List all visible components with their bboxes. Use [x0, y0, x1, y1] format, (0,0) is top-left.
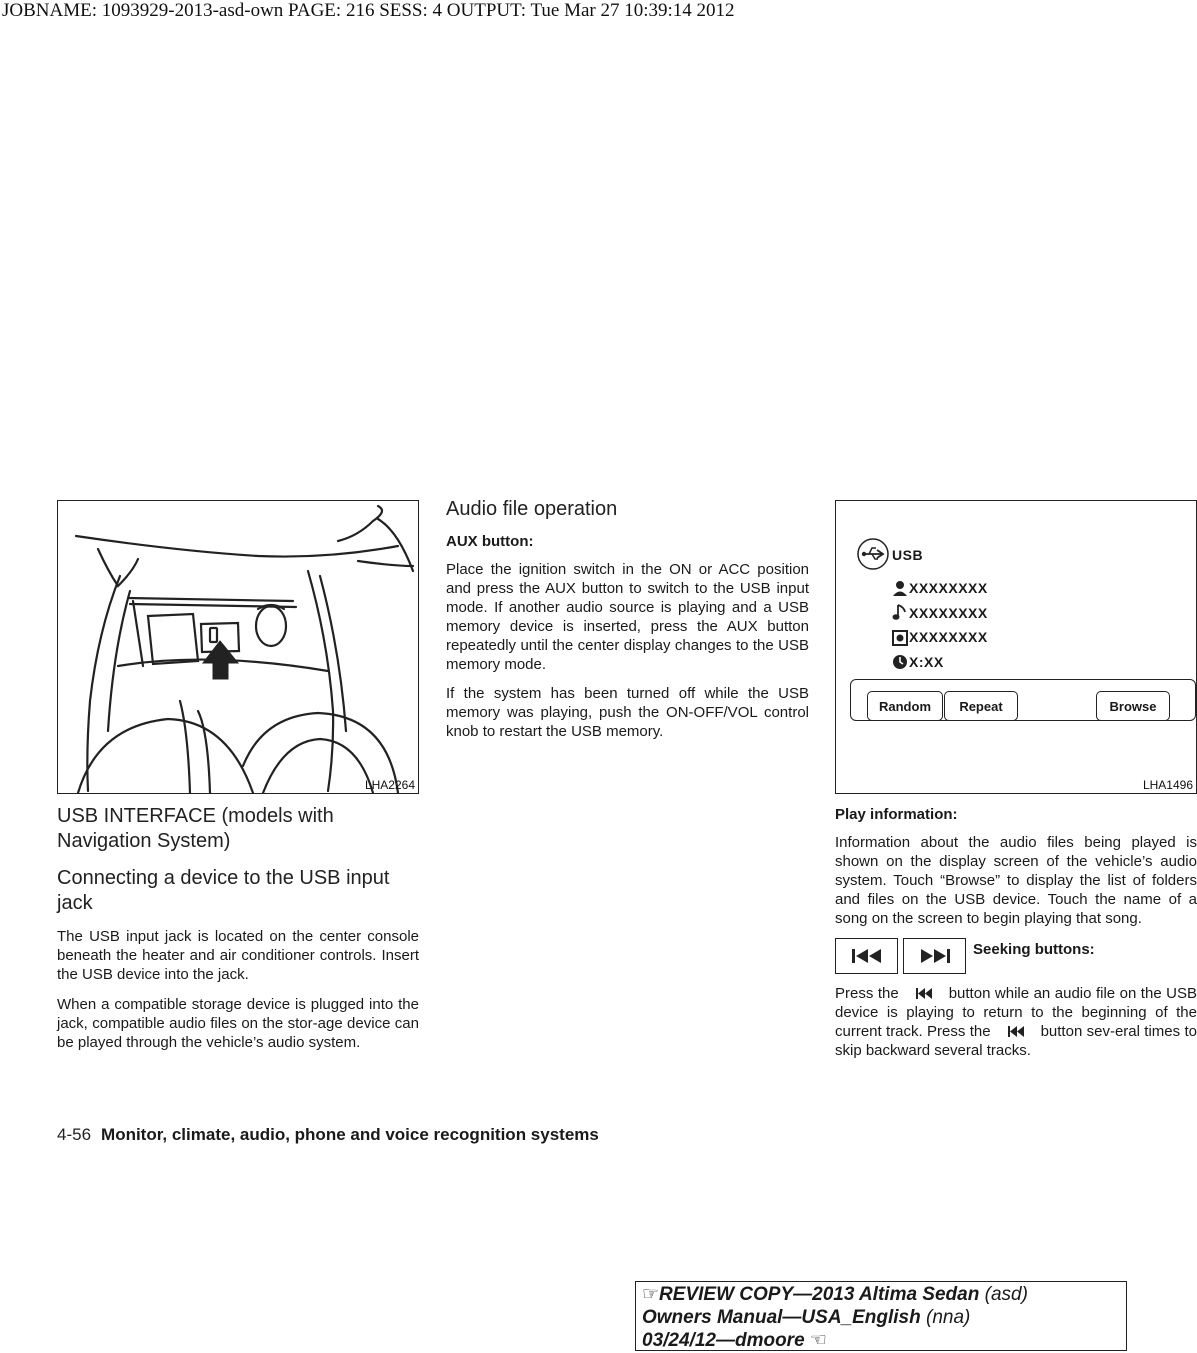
usb-jack-illustration — [57, 500, 419, 794]
aux-button-heading: AUX button: — [446, 533, 534, 550]
skip-back-icon — [915, 988, 933, 999]
page-footer — [57, 1125, 599, 1145]
source-label: USB — [892, 547, 924, 563]
section-title-usb-interface: USB INTERFACE (models with Navigation System) — [57, 805, 334, 852]
skip-back-icon — [1007, 1026, 1025, 1037]
section-title-audio-file-operation: Audio file operation — [446, 498, 618, 520]
chapter-title: Monitor, climate, audio, phone and voice recognition systems — [101, 1125, 599, 1144]
review-line-2 — [642, 1306, 1120, 1329]
random-button[interactable]: Random — [867, 691, 943, 721]
review-line-2-bold: Owners Manual—USA_English — [642, 1307, 921, 1328]
jobname-line: JOBNAME: 1093929-2013-asd-own PAGE: 216 SESS: 4 OUTPUT: Tue Mar 27 10:39:14 2012 — [2, 0, 735, 21]
seeking-buttons-row — [835, 938, 1197, 974]
time-text: X:XX — [909, 654, 944, 670]
usb-screen-figure — [835, 500, 1197, 794]
pointing-hand-icon: ☞ — [642, 1284, 660, 1305]
paragraph-aux-button: Place the ignition switch in the ON or ACC position and press the AUX button to switch to the USB input mode. If another audio source is playing and a USB memory device is inserted, press the AUX button repeatedly until the center display changes to the USB memory mode. — [446, 561, 809, 673]
skip-forward-icon — [918, 948, 952, 964]
artist-text: XXXXXXXX — [909, 580, 988, 596]
usb-display-screen — [850, 533, 1197, 783]
column-middle — [446, 497, 809, 741]
play-information-heading: Play information: — [835, 806, 958, 823]
arrow-icon — [203, 641, 238, 679]
review-line-3 — [642, 1329, 1120, 1352]
album-icon — [892, 630, 908, 646]
seek-text-c: button sev-eral times to skip backward several tracks. — [835, 1023, 1197, 1059]
browse-button[interactable]: Browse — [1096, 691, 1170, 721]
inline-skip-back — [899, 985, 949, 1000]
seek-back-button[interactable] — [835, 938, 898, 974]
clock-icon — [892, 654, 908, 670]
paragraph-seeking — [835, 984, 1197, 1060]
paragraph-usb-location: The USB input jack is located on the center console beneath the heater and air conditioner controls. Insert the USB device into the jack. — [57, 928, 419, 983]
review-line-1 — [642, 1283, 1120, 1306]
seek-text-a: Press the — [835, 985, 899, 1002]
album-text: XXXXXXXX — [909, 629, 988, 645]
section-subtitle-connecting: Connecting a device to the USB input jack — [57, 867, 390, 914]
column-right — [835, 500, 1197, 1060]
column-left — [57, 500, 419, 1052]
song-text: XXXXXXXX — [909, 605, 988, 621]
review-copy-box — [635, 1281, 1127, 1351]
review-line-2-rest: (nna) — [926, 1307, 971, 1328]
paragraph-compatible-device: When a compatible storage device is plugged into the jack, compatible audio files on the stor-age device can be played through the vehicle’s audio system. — [57, 996, 419, 1051]
skip-back-icon — [850, 948, 884, 964]
music-note-icon — [892, 603, 908, 621]
usb-icon — [856, 537, 890, 571]
artist-icon — [892, 580, 908, 596]
review-line-1-bold: REVIEW COPY—2013 Altima Sedan — [659, 1284, 980, 1305]
seek-text-b: button while an audio file on the USB device is playing to return to the beginning of the current track. Press the — [835, 985, 1197, 1040]
console-drawing — [58, 501, 418, 793]
paragraph-play-information: Information about the audio files being played is shown on the display screen of the vehicle’s audio system. Touch “Browse” to display the list of folders and files on the USB device. Touch the name of a song on the screen to begin playing that song. — [835, 834, 1197, 927]
paragraph-restart-usb: If the system has been turned off while the USB memory was playing, push the ON-OFF/VOL control knob to restart the USB memory. — [446, 685, 809, 740]
review-line-1-rest: (asd) — [984, 1284, 1028, 1305]
figure-id: LHA1496 — [1142, 778, 1193, 792]
seek-forward-button[interactable] — [903, 938, 966, 974]
pointing-hand-left-icon: ☜ — [809, 1330, 827, 1351]
figure-id: LHA2264 — [364, 778, 415, 792]
inline-skip-back-2 — [991, 1023, 1041, 1038]
page-number: 4-56 — [57, 1125, 92, 1144]
seeking-buttons-heading: Seeking buttons: — [973, 940, 1095, 958]
repeat-button[interactable]: Repeat — [944, 691, 1018, 721]
review-line-3-bold: 03/24/12—dmoore — [642, 1330, 805, 1351]
